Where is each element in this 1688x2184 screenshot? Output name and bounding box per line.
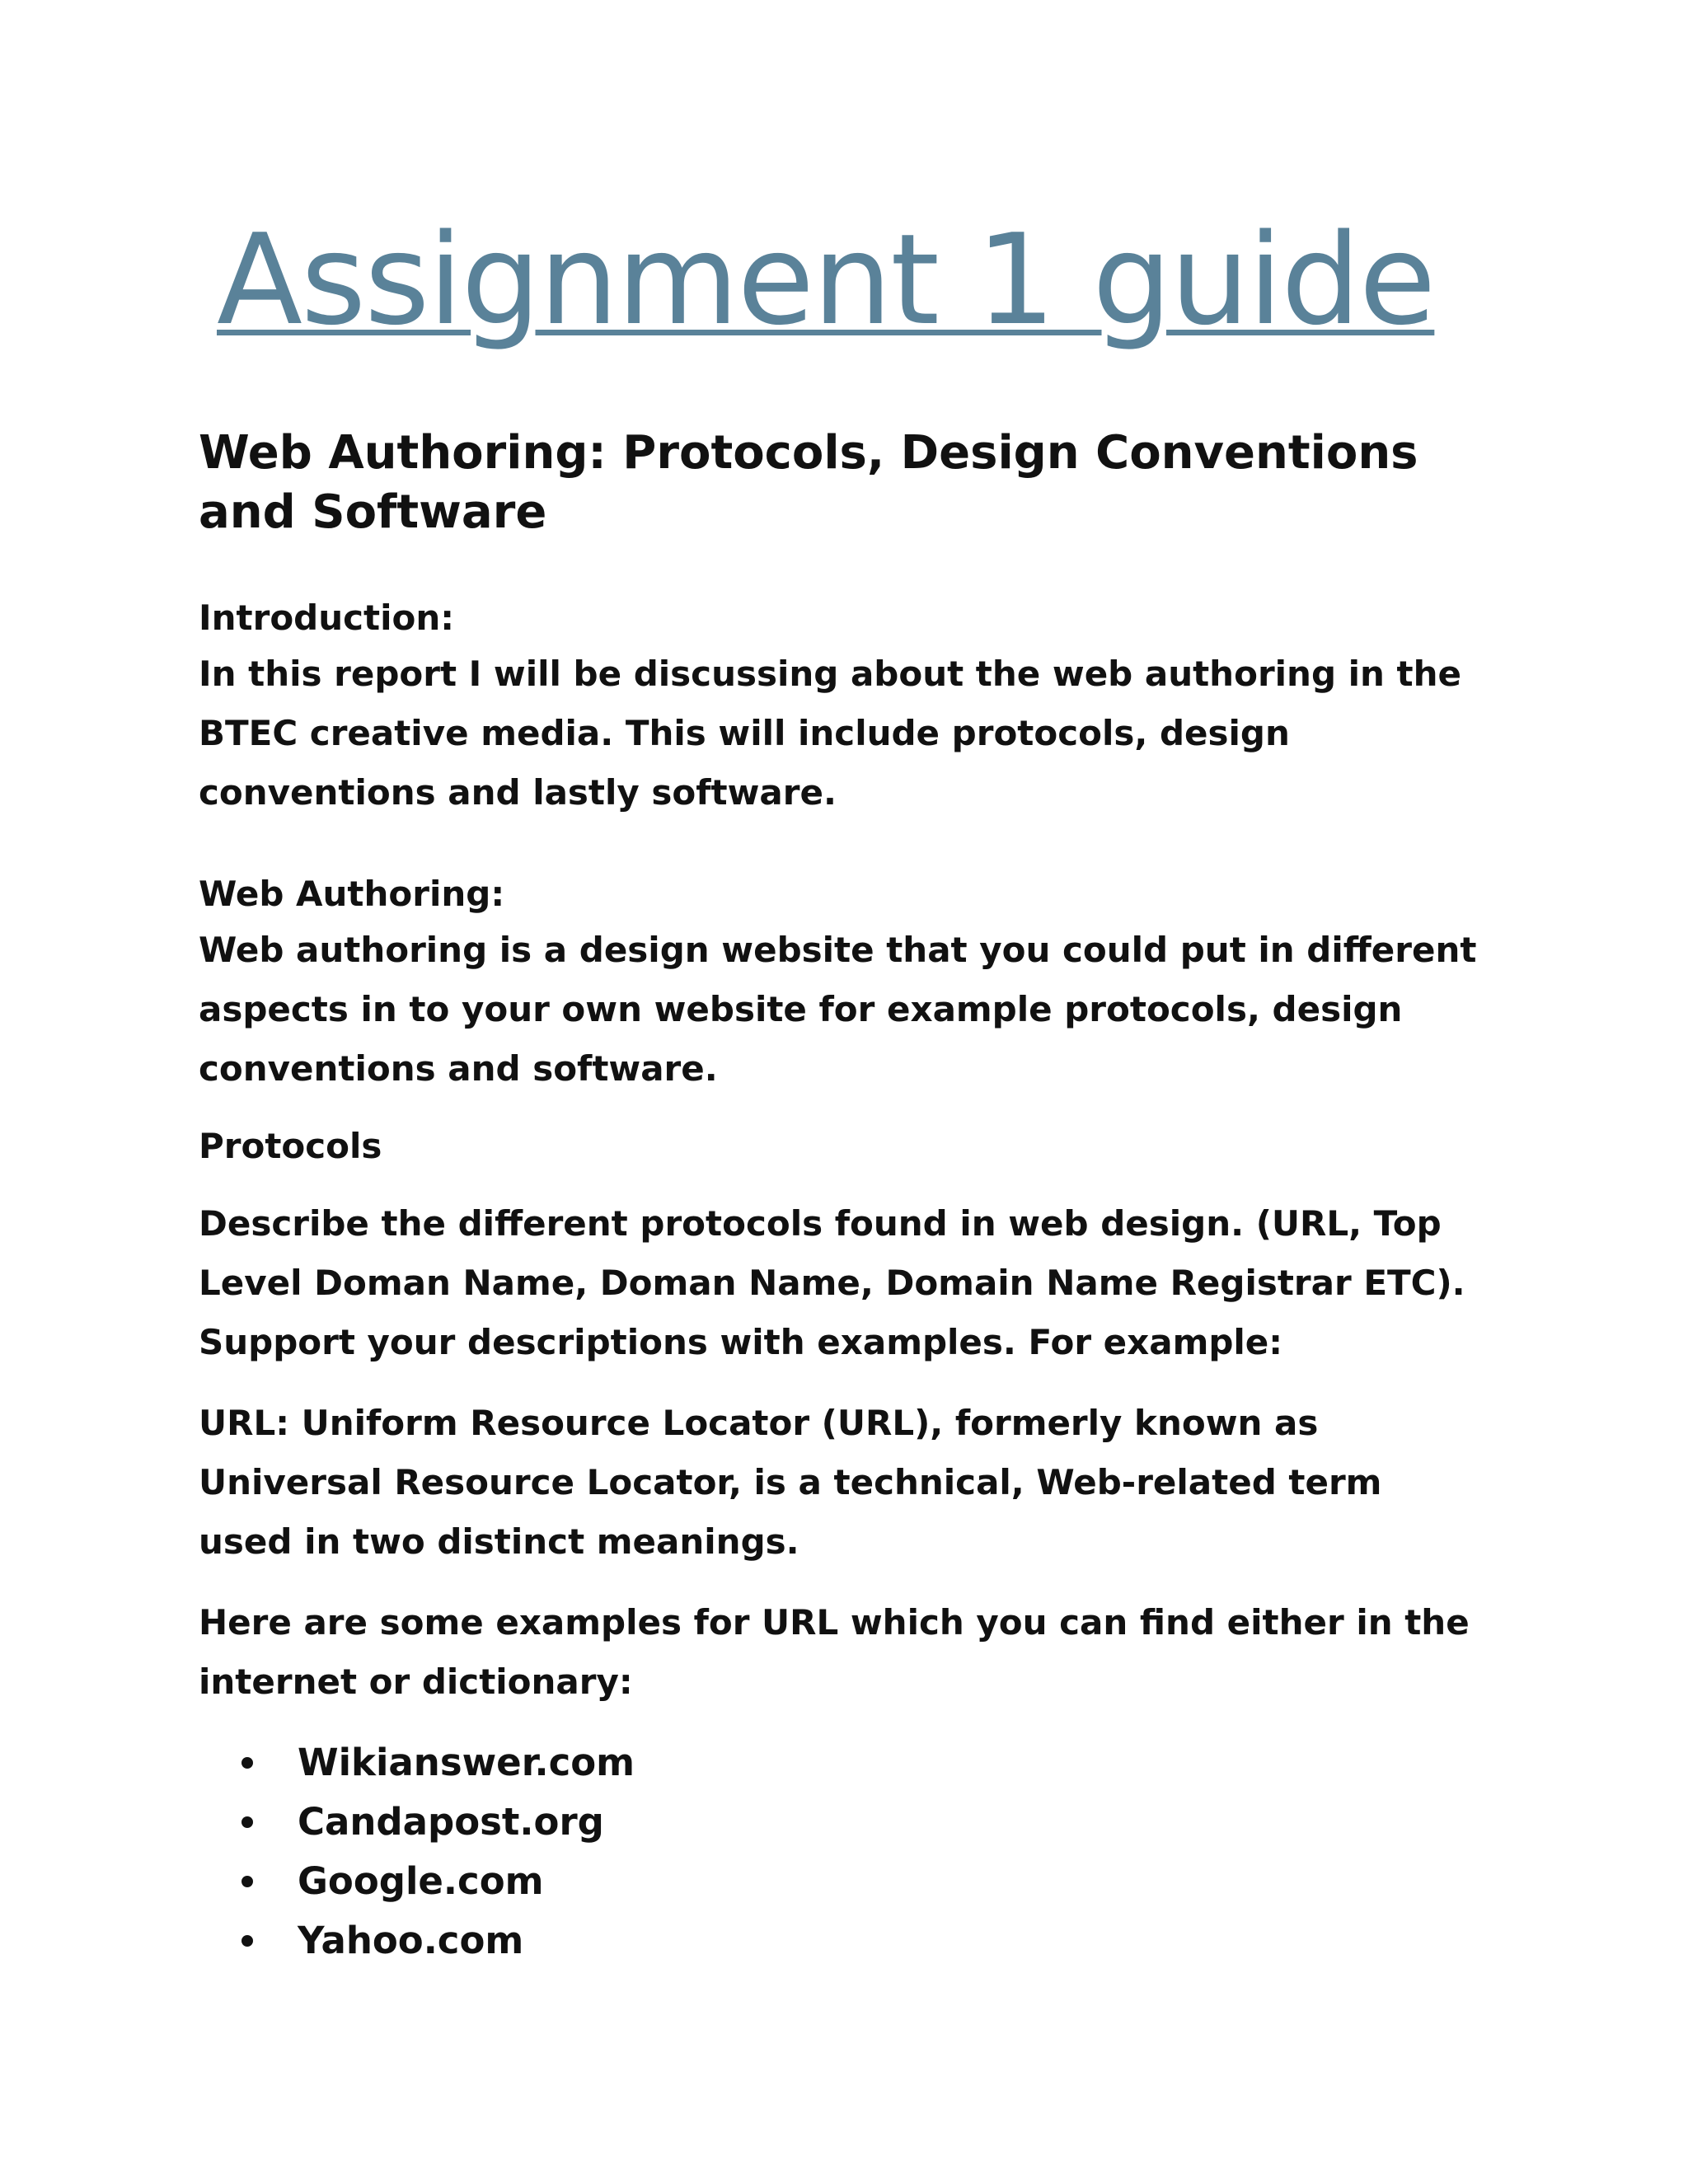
list-item-label: Candapost.org: [298, 1800, 604, 1844]
protocols-description: Describe the different protocols found in web design. (URL, Top Level Doman Name, Doman Name, Domain Name Registrar ETC). Support your descriptions with examples. For example:: [199, 1203, 1465, 1362]
document-subtitle: Web Authoring: Protocols, Design Conventions and Software: [199, 426, 1418, 539]
bullet-icon: [241, 1876, 253, 1887]
list-item-label: Yahoo.com: [298, 1919, 524, 1962]
url-examples-intro: Here are some examples for URL which you can find either in the internet or dictionary:: [199, 1602, 1470, 1702]
list-item: [298, 1852, 1484, 1911]
list-item: [298, 1733, 1484, 1793]
url-examples-list: [199, 1733, 1484, 1971]
introduction-text: In this report I will be discussing about the web authoring in the BTEC creative media. This will include protocols, design conventions and lastly software.: [199, 654, 1462, 813]
document-title: Assignment 1 guide: [217, 207, 1435, 353]
list-item: [298, 1793, 1484, 1852]
introduction-label: Introduction:: [199, 598, 455, 638]
protocols-label: Protocols: [199, 1126, 382, 1166]
list-item-label: Wikianswer.com: [298, 1741, 635, 1784]
bullet-icon: [241, 1757, 253, 1769]
web-authoring-text: Web authoring is a design website that you could put in different aspects in to your own website for example protocols, design conventions and software.: [199, 930, 1477, 1089]
bullet-icon: [241, 1935, 253, 1947]
list-item: [298, 1911, 1484, 1971]
document-body: [199, 206, 1484, 1971]
web-authoring-label: Web Authoring:: [199, 874, 505, 914]
bullet-icon: [241, 1816, 253, 1828]
list-item-label: Google.com: [298, 1859, 544, 1903]
url-definition: URL: Uniform Resource Locator (URL), formerly known as Universal Resource Locator, is a technical, Web-related term used in two distinct meanings.: [199, 1403, 1382, 1562]
